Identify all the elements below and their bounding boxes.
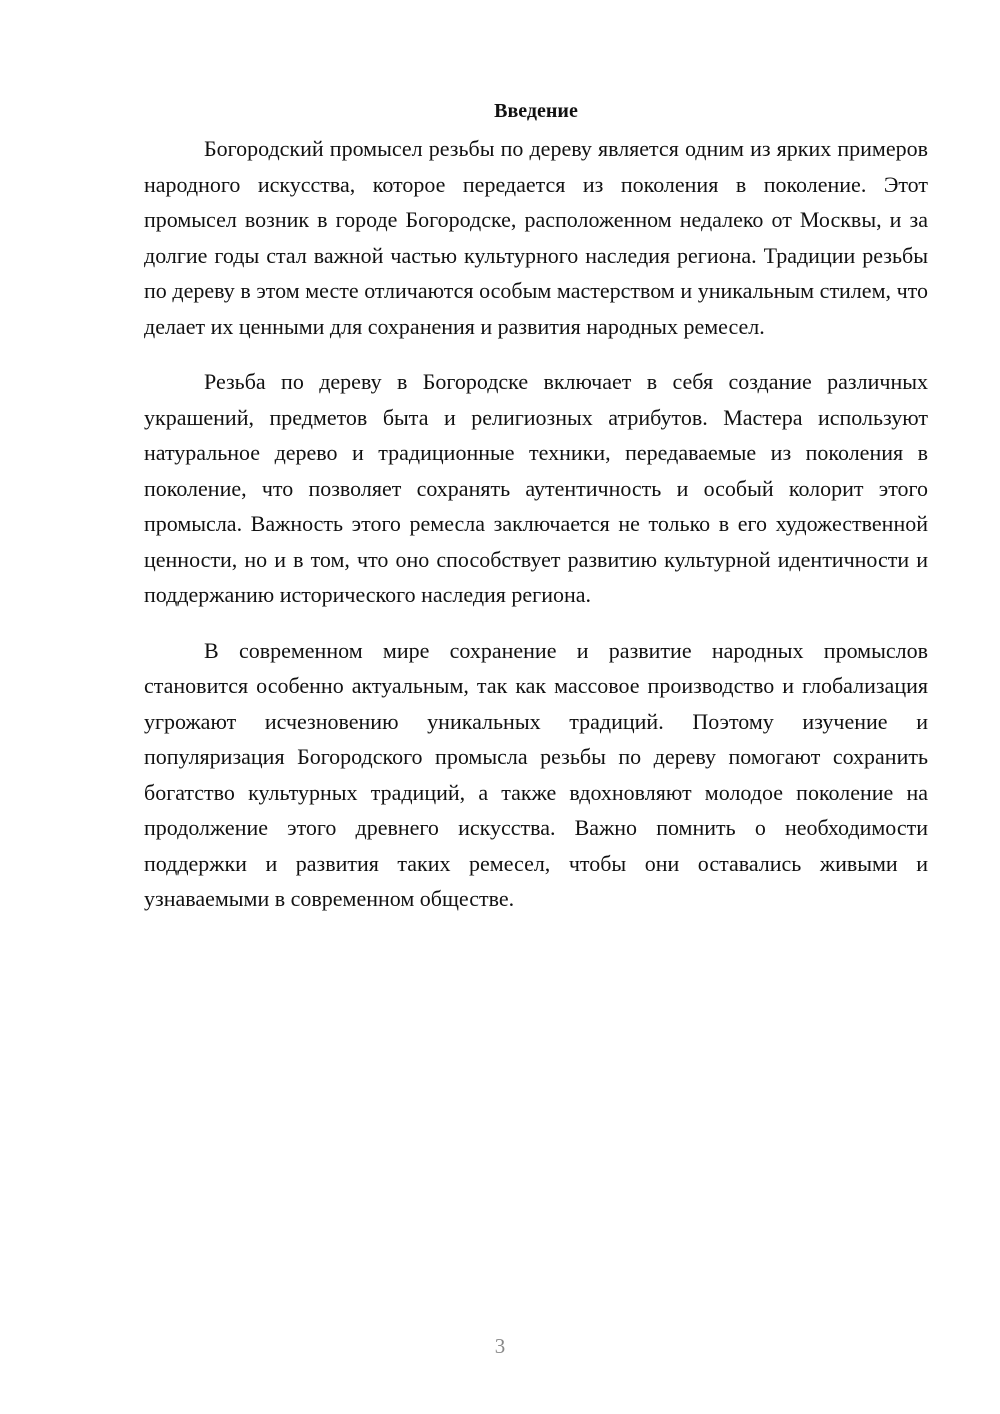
section-title: Введение	[494, 100, 578, 122]
paragraph-2: Резьба по дереву в Богородске включает в себя создание различных украшений, предметов быта и религиозных атрибутов. Мастера используют натуральное дерево и традиционные техники, передаваемые из поколения в поколение, что позволяет сохранять аутентичность и особый колорит этого промысла. Важность этого ремесла заключается не только в его художественной ценности, но и в том, что оно способствует развитию культурной идентичности и поддержанию исторического наследия региона.	[144, 369, 928, 607]
page-number: 3	[494, 1334, 506, 1358]
paragraph-1: Богородский промысел резьбы по дереву является одним из ярких примеров народного искусства, которое передается из поколения в поколение. Этот промысел возник в городе Богородске, расположенном недалеко от Москвы, и за долгие годы стал важной частью культурного наследия региона. Традиции резьбы по дереву в этом месте отличаются особым мастерством и уникальным стилем, что делает их ценными для сохранения и развития народных ремесел.	[144, 136, 928, 339]
page-content	[144, 95, 928, 937]
paragraph-3: В современном мире сохранение и развитие народных промыслов становится особенно актуальным, так как массовое производство и глобализация угрожают исчезновению уникальных традиций. Поэтому изучение и популяризация Богородского промысла резьбы по дереву помогают сохранить богатство культурных традиций, а также вдохновляют молодое поколение на продолжение этого древнего искусства. Важно помнить о необходимости поддержки и развития таких ремесел, чтобы они оставались живыми и узнаваемыми в современном обществе.	[144, 637, 928, 911]
